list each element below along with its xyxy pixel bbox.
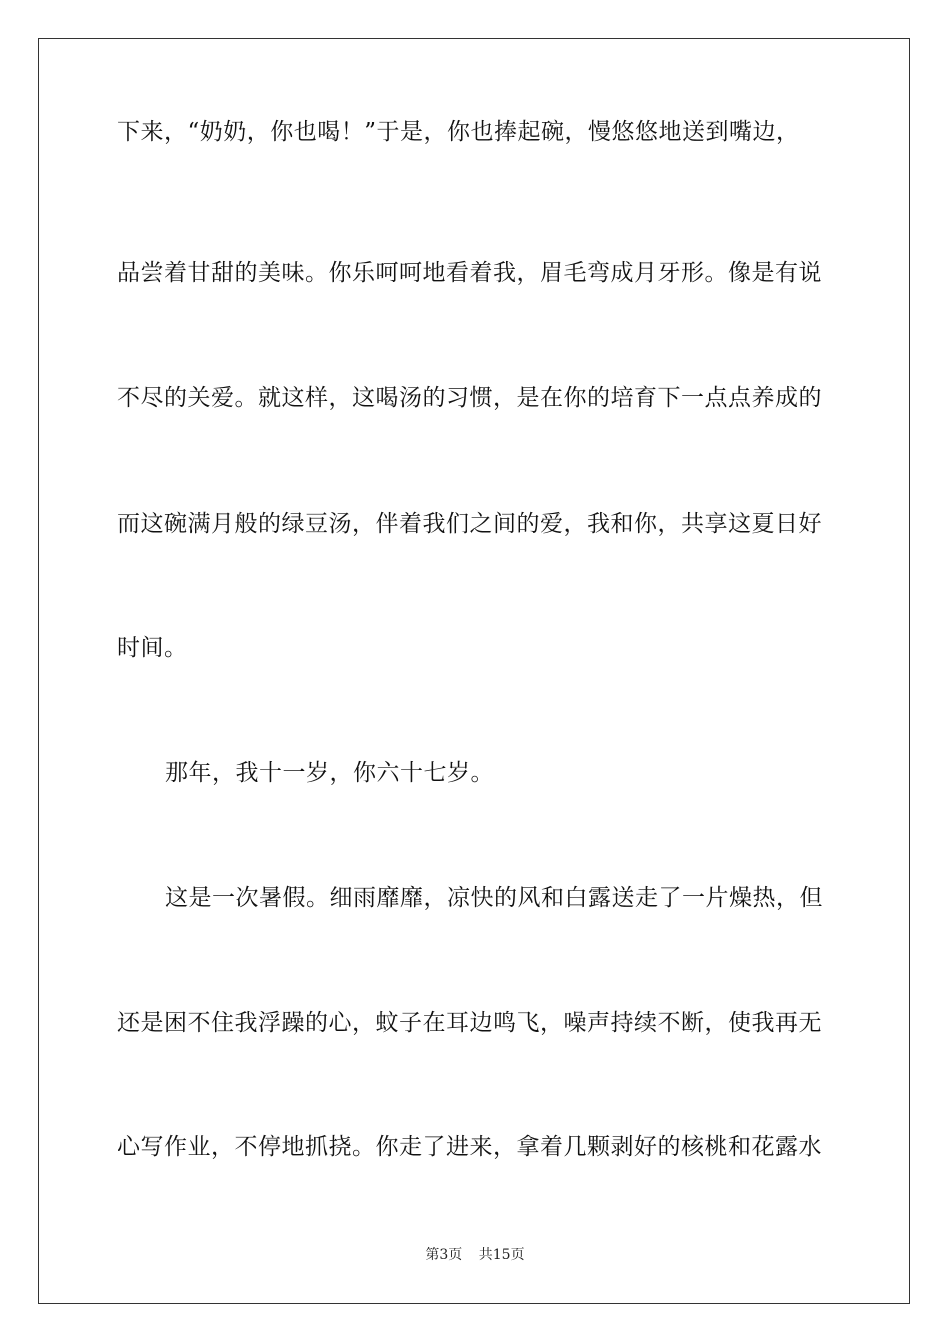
page-number: 第3页 xyxy=(425,1247,463,1263)
page-border xyxy=(38,38,910,1304)
text-line-6: 那年，我十一岁，你六十七岁。 xyxy=(165,760,494,786)
text-line-2: 品尝着甘甜的美味。你乐呵呵地看着我，眉毛弯成月牙形。像是有说 xyxy=(117,260,822,286)
text-line-5: 时间。 xyxy=(117,635,188,661)
text-line-8: 还是困不住我浮躁的心，蚊子在耳边鸣飞，噪声持续不断，使我再无 xyxy=(117,1010,822,1036)
page-footer xyxy=(0,1245,950,1265)
text-line-7: 这是一次暑假。细雨靡靡，凉快的风和白露送走了一片燥热，但 xyxy=(165,885,823,911)
text-line-3: 不尽的关爱。就这样，这喝汤的习惯，是在你的培育下一点点养成的 xyxy=(117,385,822,411)
text-line-1: 下来，“奶奶，你也喝！”于是，你也捧起碗，慢悠悠地送到嘴边， xyxy=(117,119,800,145)
page-total: 共15页 xyxy=(478,1247,525,1263)
text-line-9: 心写作业，不停地抓挠。你走了进来，拿着几颗剥好的核桃和花露水 xyxy=(117,1134,822,1160)
text-line-4: 而这碗满月般的绿豆汤，伴着我们之间的爱，我和你，共享这夏日好 xyxy=(117,511,822,537)
